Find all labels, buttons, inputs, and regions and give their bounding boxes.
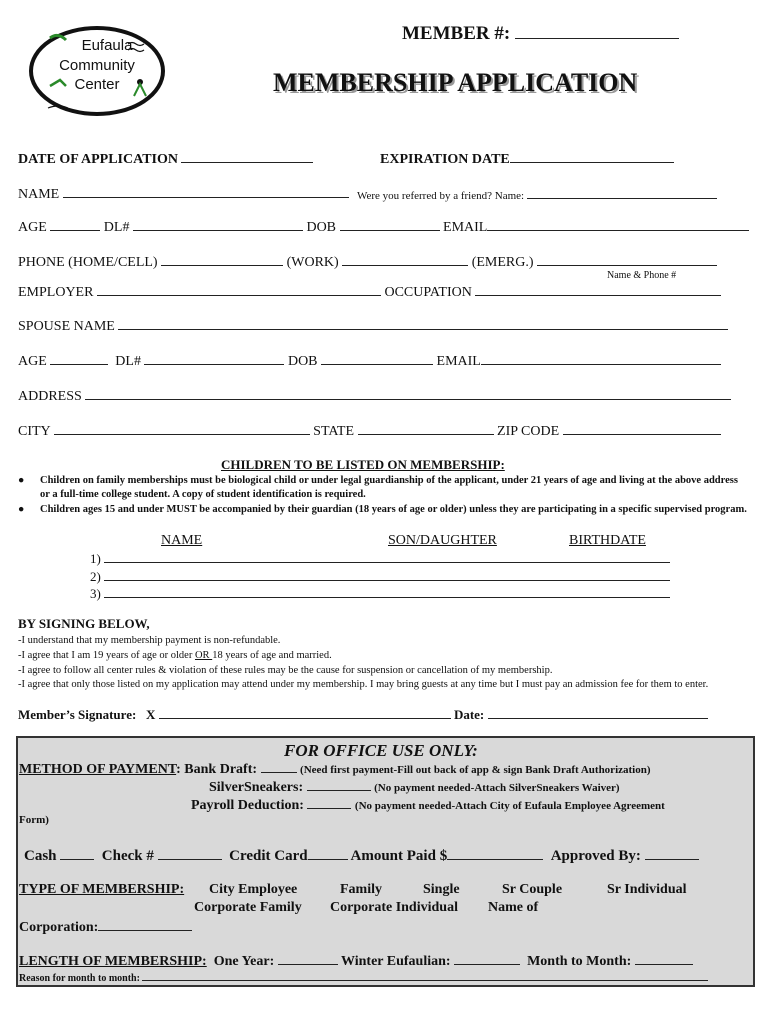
name-phone-note: Name & Phone # [607, 270, 677, 281]
approved-by-label: Approved By [550, 848, 636, 864]
payroll-note: (No payment needed-Attach City of Eufaula Employee Agreement [354, 800, 665, 812]
age-line[interactable] [50, 218, 100, 231]
payroll-note-cont: Form) [19, 814, 49, 826]
employer-label: EMPLOYER [18, 285, 94, 300]
length-label: LENGTH OF MEMBERSHIP: [19, 954, 207, 969]
referred-line[interactable] [527, 188, 717, 199]
silversneakers-row [209, 778, 620, 796]
winter-eufaulian-label: Winter Eufaulian: [341, 954, 451, 969]
silversneakers-label: SilverSneakers: [209, 780, 304, 795]
silversneakers-note: (No payment needed-Attach SilverSneakers Waiver) [374, 782, 620, 794]
phone-work-line[interactable] [342, 253, 468, 266]
child-row-line[interactable] [104, 585, 670, 598]
employer-line[interactable] [97, 283, 381, 296]
logo-line-center: Center [74, 76, 120, 93]
check-line[interactable] [158, 847, 222, 860]
amount-paid-line[interactable] [447, 847, 543, 860]
bullet-icon: ● [18, 475, 25, 486]
dob-label: DOB [306, 220, 337, 235]
silversneakers-line[interactable] [307, 778, 371, 791]
member-number-field[interactable] [402, 22, 679, 45]
type-option-corporate-individual[interactable]: Corporate Individual [330, 900, 458, 915]
applicant-age-row [18, 218, 749, 236]
term-line: -I understand that my membership payment is non-refundable. [18, 635, 281, 646]
type-option-corporate-family[interactable]: Corporate Family [194, 900, 302, 915]
logo-line-community: Community [59, 57, 135, 74]
credit-card-line[interactable] [308, 847, 348, 860]
referred-label: Were you referred by a friend? Name: [357, 190, 525, 202]
date-label: Date: [453, 707, 485, 722]
reason-row [19, 971, 708, 984]
spouse-dob-line[interactable] [321, 352, 433, 365]
phone-emerg-label: (EMERG.) [471, 255, 534, 270]
spouse-email-line[interactable] [481, 352, 721, 365]
month-to-month-label: Month to Month: [527, 954, 632, 969]
occupation-line[interactable] [475, 283, 721, 296]
bank-draft-note: (Need first payment-Fill out back of app & sign Bank Draft Authorization) [300, 764, 651, 776]
method-of-payment-row: METHOD OF PAYMENT: Bank Draft: (Need first payment-Fill out back of app & sign Bank Draft Authorization) [19, 762, 651, 777]
method-label: METHOD OF PAYMENT [19, 762, 177, 777]
name-line[interactable] [63, 185, 349, 198]
spouse-name-field[interactable] [18, 317, 728, 335]
phone-row [18, 253, 717, 271]
spouse-dl-label: DL# [115, 354, 141, 369]
spouse-name-line[interactable] [118, 317, 728, 330]
type-option-single[interactable]: Single [423, 882, 460, 897]
signature-x: X [146, 707, 156, 722]
signing-terms [18, 633, 754, 691]
logo-line-eufaula: Eufaula [81, 37, 133, 54]
type-option-family[interactable]: Family [340, 882, 382, 897]
term-line: -I agree to follow all center rules & violation of these rules may be the cause for suspension or cancellation of my membership. [18, 665, 553, 676]
eufaula-community-center-logo [28, 24, 166, 118]
phone-home-line[interactable] [161, 253, 283, 266]
month-to-month-line[interactable] [635, 952, 693, 965]
children-heading: CHILDREN TO BE LISTED ON MEMBERSHIP: [221, 457, 505, 472]
member-number-label: MEMBER #: [402, 23, 511, 44]
expiration-date-line[interactable] [510, 150, 674, 163]
spouse-dob-label: DOB [287, 354, 318, 369]
cash-label: Cash [24, 848, 57, 864]
signing-heading: BY SIGNING BELOW, [18, 616, 150, 631]
occupation-label: OCCUPATION [384, 285, 472, 300]
type-option-sr-individual[interactable]: Sr Individual [607, 882, 687, 897]
children-col-birthdate: BIRTHDATE [569, 533, 646, 548]
reason-label: Reason for month to month: [19, 973, 140, 984]
spouse-age-line[interactable] [50, 352, 108, 365]
dob-line[interactable] [340, 218, 440, 231]
signature-label: Member’s Signature: [18, 707, 137, 722]
child-row-line[interactable] [104, 550, 670, 563]
signature-date-line[interactable] [488, 706, 708, 719]
address-line[interactable] [85, 387, 731, 400]
approved-by-line[interactable] [645, 847, 699, 860]
length-of-membership-row [19, 952, 693, 970]
dl-label: DL# [103, 220, 130, 235]
term-line: -I agree that I am 19 years of age or older OR 18 years of age and married. [18, 650, 332, 661]
cash-line[interactable] [60, 847, 94, 860]
state-label: STATE [313, 424, 355, 439]
term-line: -I agree that only those listed on my application may attend under my membership. I may bring guests at any time but I must pay an admission fee for them to enter. [18, 679, 709, 690]
phone-emerg-line[interactable] [537, 253, 717, 266]
address-field[interactable] [18, 387, 731, 405]
payroll-line[interactable] [307, 796, 351, 809]
payroll-label: Payroll Deduction: [191, 798, 304, 813]
corporation-field[interactable] [19, 918, 192, 936]
check-label: Check # [101, 848, 154, 864]
spouse-age-row [18, 352, 721, 370]
member-number-line[interactable] [515, 22, 679, 39]
winter-eufaulian-line[interactable] [454, 952, 520, 965]
zip-line[interactable] [563, 422, 721, 435]
type-name-of-label: Name of [488, 900, 539, 915]
type-option-city-employee[interactable]: City Employee [209, 882, 298, 897]
employer-row [18, 283, 721, 301]
spouse-age-label: AGE [18, 354, 47, 369]
spouse-name-label: SPOUSE NAME [18, 319, 115, 334]
bullet-icon: ● [18, 504, 25, 515]
bank-draft-label: Bank Draft: [184, 762, 258, 777]
referred-field[interactable] [357, 188, 717, 202]
children-rule-item: ● Children on family memberships must be biological child or under legal guardianship of the applicant, under 21 years of age and living at the above address or a full-time college student. A copy of student identification is required. [18, 475, 738, 500]
email-line[interactable] [487, 218, 749, 231]
bank-draft-line[interactable] [261, 760, 297, 773]
date-of-application-label: DATE OF APPLICATION [18, 152, 178, 167]
name-field[interactable] [18, 185, 349, 203]
corporation-label: Corporation: [19, 920, 99, 935]
spouse-email-label: EMAIL [436, 354, 481, 369]
child-row[interactable] [90, 585, 670, 602]
office-use-box [16, 736, 755, 987]
address-label: ADDRESS [18, 389, 82, 404]
child-row[interactable] [90, 568, 670, 585]
age-label: AGE [18, 220, 47, 235]
credit-card-label: Credit Card [229, 848, 308, 864]
dl-line[interactable] [133, 218, 303, 231]
city-line[interactable] [54, 422, 310, 435]
child-row-number: 2) [90, 569, 101, 584]
city-label: CITY [18, 424, 51, 439]
child-row[interactable] [90, 550, 670, 567]
date-of-application-line[interactable] [181, 150, 313, 163]
office-title: FOR OFFICE USE ONLY: [284, 741, 478, 760]
signature-line[interactable] [159, 706, 451, 719]
children-rule-item: ● Children ages 15 and under MUST be accompanied by their guardian (18 years of age or older) unless they are participating in a specific supervised program. [18, 504, 747, 515]
children-rules-list [18, 474, 748, 518]
one-year-label: One Year: [213, 954, 275, 969]
expiration-date-label: EXPIRATION DATE [380, 152, 510, 167]
type-option-sr-couple[interactable]: Sr Couple [502, 882, 563, 897]
amount-paid-label: Amount Paid $ [350, 848, 448, 864]
payment-detail-row: Cash Check # Credit Card Amount Paid $ Approved By: [24, 847, 699, 865]
page-title: MEMBERSHIP APPLICATION [273, 68, 638, 97]
name-label: NAME [18, 187, 60, 202]
child-row-number: 3) [90, 586, 101, 601]
signature-row [18, 706, 708, 723]
corporation-line[interactable] [98, 918, 192, 931]
phone-work-label: (WORK) [286, 255, 339, 270]
email-label: EMAIL [443, 220, 488, 235]
expiration-date-field[interactable] [380, 150, 674, 168]
children-col-relation: SON/DAUGHTER [388, 533, 497, 548]
zip-label: ZIP CODE [497, 424, 560, 439]
date-of-application-field[interactable] [18, 150, 313, 168]
type-of-membership-label: TYPE OF MEMBERSHIP: [19, 882, 185, 897]
city-row [18, 422, 721, 440]
children-col-name: NAME [161, 533, 203, 548]
child-row-line[interactable] [104, 568, 670, 581]
child-row-number: 1) [90, 551, 101, 566]
reason-line[interactable] [142, 971, 708, 981]
payroll-row [191, 796, 665, 814]
one-year-line[interactable] [278, 952, 338, 965]
state-line[interactable] [358, 422, 494, 435]
spouse-dl-line[interactable] [144, 352, 284, 365]
phone-home-label: PHONE (HOME/CELL) [18, 255, 158, 270]
